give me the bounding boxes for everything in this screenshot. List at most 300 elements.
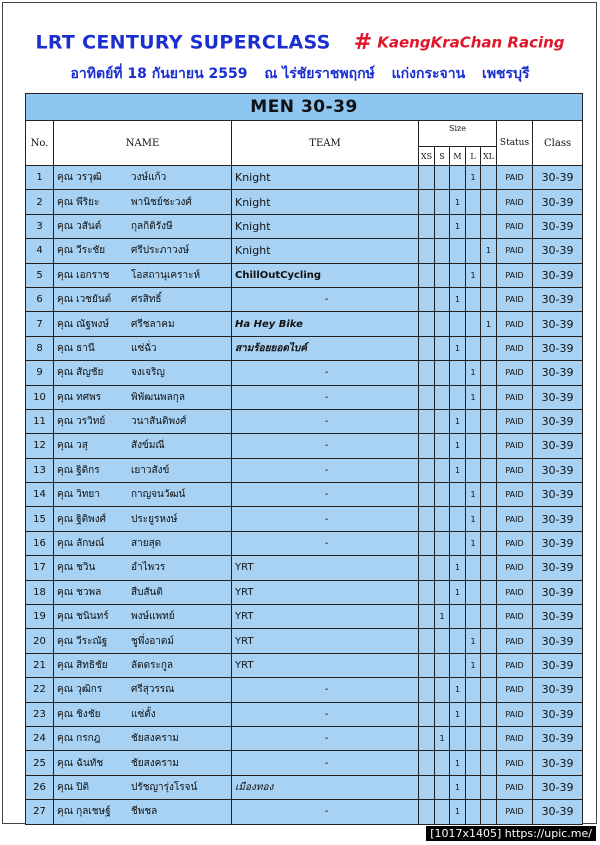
cell-status: PAID	[497, 166, 533, 190]
col-header-size-xl: XL	[481, 147, 497, 166]
cell-status: PAID	[497, 263, 533, 287]
table-row	[26, 483, 583, 507]
event-title: LRT CENTURY SUPERCLASS	[35, 31, 331, 54]
cell-class: 30-39	[533, 702, 583, 726]
last-name: พงษ์แพทย์	[131, 611, 175, 623]
cell-class: 30-39	[533, 287, 583, 311]
cell-no: 3	[26, 214, 54, 238]
cell-status: PAID	[497, 385, 533, 409]
cell-size-m: 1	[450, 556, 466, 580]
cell-size-m: 1	[450, 434, 466, 458]
table-row	[26, 580, 583, 604]
cell-class: 30-39	[533, 239, 583, 263]
cell-size-l	[466, 336, 481, 360]
cell-class: 30-39	[533, 483, 583, 507]
table-row	[26, 726, 583, 750]
first-name: คุณ พีริยะ	[57, 196, 100, 208]
cell-size-l	[466, 312, 481, 336]
cell-no: 1	[26, 166, 54, 190]
cell-size-xs	[419, 653, 435, 677]
cell-name	[54, 263, 232, 287]
first-name: คุณ กุลเชษฐ์	[57, 806, 111, 818]
cell-size-l: 1	[466, 629, 481, 653]
cell-status: PAID	[497, 580, 533, 604]
table-row	[26, 605, 583, 629]
cell-class: 30-39	[533, 556, 583, 580]
first-name: คุณ วรวิทย์	[57, 416, 106, 428]
cell-size-m	[450, 361, 466, 385]
table-row	[26, 775, 583, 799]
cell-size-xl	[481, 336, 497, 360]
first-name: คุณ สิทธิชัย	[57, 660, 108, 671]
cell-name	[54, 434, 232, 458]
col-header-size: Size	[419, 121, 497, 147]
cell-size-l	[466, 434, 481, 458]
cell-name	[54, 531, 232, 555]
cell-team: Knight	[232, 190, 419, 214]
cell-no: 9	[26, 361, 54, 385]
cell-size-xl	[481, 190, 497, 214]
cell-name	[54, 580, 232, 604]
cell-size-xs	[419, 751, 435, 775]
cell-no: 16	[26, 531, 54, 555]
cell-size-l	[466, 678, 481, 702]
cell-size-s	[435, 190, 450, 214]
cell-size-xl	[481, 287, 497, 311]
cell-size-s	[435, 678, 450, 702]
cell-team: Knight	[232, 166, 419, 190]
cell-status: PAID	[497, 312, 533, 336]
cell-size-xl	[481, 580, 497, 604]
cell-size-m: 1	[450, 678, 466, 702]
cell-class: 30-39	[533, 775, 583, 799]
cell-size-s	[435, 214, 450, 238]
cell-name	[54, 702, 232, 726]
first-name: คุณ ณัฐพงษ์	[57, 318, 110, 330]
last-name: ประยูรหงษ์	[131, 513, 178, 525]
cell-name	[54, 605, 232, 629]
cell-size-l: 1	[466, 361, 481, 385]
cell-team: เมืองทอง	[232, 775, 419, 799]
cell-name	[54, 336, 232, 360]
cell-size-xs	[419, 361, 435, 385]
cell-size-m	[450, 239, 466, 263]
cell-size-l: 1	[466, 263, 481, 287]
table-row	[26, 190, 583, 214]
cell-status: PAID	[497, 531, 533, 555]
cell-team: YRT	[232, 653, 419, 677]
first-name: คุณ วิทยา	[57, 489, 100, 501]
first-name: คุณ วุฒิกร	[57, 684, 103, 696]
cell-size-xl	[481, 702, 497, 726]
first-name: คุณ วสันต์	[57, 220, 102, 232]
table-row	[26, 166, 583, 190]
first-name: คุณ ทศพร	[57, 391, 102, 403]
cell-size-xl	[481, 531, 497, 555]
col-header-team: TEAM	[232, 121, 419, 166]
table-row	[26, 312, 583, 336]
cell-no: 18	[26, 580, 54, 604]
cell-size-s	[435, 287, 450, 311]
cell-size-s	[435, 263, 450, 287]
cell-status: PAID	[497, 190, 533, 214]
cell-size-m	[450, 312, 466, 336]
cell-size-s	[435, 653, 450, 677]
table-row	[26, 800, 583, 824]
cell-name	[54, 556, 232, 580]
cell-size-l	[466, 726, 481, 750]
cell-status: PAID	[497, 434, 533, 458]
cell-size-xl	[481, 800, 497, 824]
cell-size-xs	[419, 775, 435, 799]
cell-size-xl	[481, 434, 497, 458]
cell-team: -	[232, 287, 419, 311]
last-name: ปรัชญารุ่งโรจน์	[131, 781, 198, 793]
first-name: คุณ ฐิติพงศ์	[57, 513, 106, 525]
cell-size-l: 1	[466, 166, 481, 190]
cell-no: 23	[26, 702, 54, 726]
cell-size-xl	[481, 263, 497, 287]
cell-size-xl	[481, 775, 497, 799]
cell-size-xs	[419, 385, 435, 409]
cell-size-s	[435, 507, 450, 531]
last-name: พานิชย์ชะวงศ์	[131, 196, 192, 208]
cell-size-l	[466, 287, 481, 311]
first-name: คุณ ชนินทร์	[57, 611, 109, 623]
cell-no: 26	[26, 775, 54, 799]
cell-team: -	[232, 531, 419, 555]
cell-no: 12	[26, 434, 54, 458]
cell-size-l	[466, 214, 481, 238]
cell-size-l	[466, 458, 481, 482]
cell-no: 8	[26, 336, 54, 360]
cell-status: PAID	[497, 751, 533, 775]
cell-class: 30-39	[533, 507, 583, 531]
cell-size-s	[435, 775, 450, 799]
cell-size-xs	[419, 531, 435, 555]
cell-size-s	[435, 751, 450, 775]
cell-size-xs	[419, 556, 435, 580]
cell-size-s	[435, 531, 450, 555]
cell-size-xl	[481, 409, 497, 433]
cell-class: 30-39	[533, 166, 583, 190]
cell-team: YRT	[232, 605, 419, 629]
cell-size-xl	[481, 556, 497, 580]
last-name: วนาสันติพงศ์	[131, 416, 187, 428]
cell-size-xs	[419, 434, 435, 458]
last-name: ศรีสุวรรณ	[131, 684, 175, 696]
cell-size-xl	[481, 214, 497, 238]
cell-size-l	[466, 775, 481, 799]
cell-size-l	[466, 556, 481, 580]
cell-class: 30-39	[533, 653, 583, 677]
table-row	[26, 263, 583, 287]
last-name: พิพัฒนพลกุล	[131, 391, 185, 403]
cell-size-m	[450, 629, 466, 653]
cell-size-xs	[419, 287, 435, 311]
cell-size-xs	[419, 678, 435, 702]
cell-size-s	[435, 800, 450, 824]
table-body	[26, 166, 583, 825]
cell-size-s: 1	[435, 726, 450, 750]
cell-size-m: 1	[450, 458, 466, 482]
cell-size-xs	[419, 239, 435, 263]
first-name: คุณ สัญชัย	[57, 367, 104, 379]
cell-size-l	[466, 605, 481, 629]
cell-class: 30-39	[533, 531, 583, 555]
last-name: โอสถานุเคราะห์	[131, 269, 201, 281]
cell-name	[54, 458, 232, 482]
cell-size-s	[435, 409, 450, 433]
cell-size-m: 1	[450, 580, 466, 604]
table-row	[26, 458, 583, 482]
cell-name	[54, 239, 232, 263]
cell-size-s	[435, 312, 450, 336]
registration-table	[25, 93, 583, 825]
table-row	[26, 678, 583, 702]
cell-class: 30-39	[533, 751, 583, 775]
first-name: คุณ วรวุฒิ	[57, 172, 102, 184]
cell-no: 6	[26, 287, 54, 311]
cell-size-xl: 1	[481, 312, 497, 336]
first-name: คุณ เอกราช	[57, 269, 110, 281]
cell-team: Knight	[232, 214, 419, 238]
cell-size-l	[466, 239, 481, 263]
last-name: ชูพึ่งอาตม์	[131, 635, 174, 647]
cell-size-l: 1	[466, 385, 481, 409]
cell-class: 30-39	[533, 726, 583, 750]
cell-size-xl	[481, 605, 497, 629]
last-name: ชัยสงคราม	[131, 757, 179, 769]
col-header-size-l: L	[466, 147, 481, 166]
cell-status: PAID	[497, 483, 533, 507]
last-name: จงเจริญ	[131, 367, 165, 379]
cell-name	[54, 629, 232, 653]
first-name: คุณ ฉันทัช	[57, 757, 104, 769]
event-date: อาทิตย์ที่ 18 กันยายน 2559	[70, 66, 248, 82]
cell-size-s	[435, 385, 450, 409]
first-name: คุณ วสุ	[57, 440, 88, 452]
cell-team: -	[232, 385, 419, 409]
first-name: คุณ ชวพล	[57, 586, 102, 598]
table-row	[26, 751, 583, 775]
first-name: คุณ เวชยันต์	[57, 294, 112, 306]
table-row	[26, 336, 583, 360]
cell-no: 2	[26, 190, 54, 214]
col-header-no: No.	[26, 121, 54, 166]
cell-size-m: 1	[450, 409, 466, 433]
cell-team: -	[232, 702, 419, 726]
cell-team: Ha Hey Bike	[232, 312, 419, 336]
cell-class: 30-39	[533, 800, 583, 824]
hashtag-symbol: #	[353, 30, 373, 55]
cell-team: YRT	[232, 580, 419, 604]
table-row	[26, 287, 583, 311]
cell-team: YRT	[232, 629, 419, 653]
cell-name	[54, 190, 232, 214]
cell-no: 7	[26, 312, 54, 336]
cell-no: 10	[26, 385, 54, 409]
cell-size-xs	[419, 605, 435, 629]
cell-name	[54, 287, 232, 311]
cell-size-m	[450, 483, 466, 507]
cell-size-m: 1	[450, 751, 466, 775]
cell-size-m: 1	[450, 336, 466, 360]
table-row	[26, 214, 583, 238]
table-row	[26, 629, 583, 653]
col-header-class: Class	[533, 121, 583, 166]
cell-no: 17	[26, 556, 54, 580]
first-name: คุณ วีระณัฐ	[57, 635, 108, 647]
cell-size-m: 1	[450, 775, 466, 799]
cell-size-xs	[419, 409, 435, 433]
cell-size-l	[466, 580, 481, 604]
last-name: เยาวสังข์	[131, 464, 170, 476]
last-name: อำไพวร	[131, 562, 166, 574]
cell-no: 25	[26, 751, 54, 775]
cell-class: 30-39	[533, 434, 583, 458]
cell-no: 11	[26, 409, 54, 433]
cell-name	[54, 775, 232, 799]
cell-status: PAID	[497, 556, 533, 580]
cell-size-xl	[481, 507, 497, 531]
cell-size-m: 1	[450, 287, 466, 311]
col-header-size-xs: XS	[419, 147, 435, 166]
cell-size-xl	[481, 678, 497, 702]
cell-size-xs	[419, 726, 435, 750]
cell-no: 20	[26, 629, 54, 653]
category-header: MEN 30-39	[26, 94, 583, 121]
cell-no: 4	[26, 239, 54, 263]
cell-size-xl	[481, 726, 497, 750]
last-name: วงษ์แก้ว	[131, 172, 167, 184]
cell-name	[54, 312, 232, 336]
cell-size-s	[435, 434, 450, 458]
cell-size-xs	[419, 580, 435, 604]
cell-name	[54, 751, 232, 775]
first-name: คุณ กรกฎ	[57, 733, 101, 745]
cell-size-m	[450, 605, 466, 629]
cell-status: PAID	[497, 775, 533, 799]
cell-size-m	[450, 531, 466, 555]
last-name: ศรีชลาคม	[131, 318, 175, 330]
cell-class: 30-39	[533, 263, 583, 287]
cell-size-l	[466, 190, 481, 214]
col-header-size-m: M	[450, 147, 466, 166]
cell-size-xs	[419, 336, 435, 360]
cell-size-xl	[481, 751, 497, 775]
cell-class: 30-39	[533, 458, 583, 482]
cell-name	[54, 800, 232, 824]
cell-class: 30-39	[533, 580, 583, 604]
table-row	[26, 361, 583, 385]
cell-status: PAID	[497, 336, 533, 360]
last-name: กุลกิติรังษี	[131, 220, 173, 232]
cell-size-xl	[481, 483, 497, 507]
event-details	[0, 63, 600, 85]
cell-class: 30-39	[533, 605, 583, 629]
event-district: แก่งกระจาน	[391, 66, 466, 82]
cell-team: -	[232, 751, 419, 775]
cell-size-xs	[419, 702, 435, 726]
cell-name	[54, 166, 232, 190]
cell-size-s	[435, 556, 450, 580]
cell-size-s	[435, 166, 450, 190]
cell-size-s	[435, 580, 450, 604]
cell-class: 30-39	[533, 361, 583, 385]
cell-name	[54, 726, 232, 750]
cell-size-l	[466, 751, 481, 775]
cell-status: PAID	[497, 702, 533, 726]
cell-team: -	[232, 507, 419, 531]
cell-no: 13	[26, 458, 54, 482]
cell-size-m	[450, 507, 466, 531]
cell-size-s	[435, 239, 450, 263]
cell-status: PAID	[497, 507, 533, 531]
cell-class: 30-39	[533, 385, 583, 409]
table-row	[26, 702, 583, 726]
last-name: ศรสิทธิ์	[131, 294, 162, 306]
cell-size-l	[466, 409, 481, 433]
cell-name	[54, 409, 232, 433]
cell-team: สามร้อยยอดไบค์	[232, 336, 419, 360]
last-name: ชีพชล	[131, 806, 158, 818]
cell-size-s: 1	[435, 605, 450, 629]
cell-status: PAID	[497, 653, 533, 677]
cell-size-l	[466, 702, 481, 726]
cell-team: -	[232, 458, 419, 482]
cell-name	[54, 214, 232, 238]
cell-size-m	[450, 653, 466, 677]
cell-size-m	[450, 166, 466, 190]
cell-name	[54, 653, 232, 677]
cell-size-m	[450, 726, 466, 750]
cell-name	[54, 483, 232, 507]
cell-class: 30-39	[533, 312, 583, 336]
cell-team: -	[232, 678, 419, 702]
cell-team: ChillOutCycling	[232, 263, 419, 287]
event-province: เพชรบุรี	[482, 66, 530, 82]
cell-team: -	[232, 361, 419, 385]
table-row	[26, 507, 583, 531]
document-title	[0, 30, 600, 62]
cell-class: 30-39	[533, 409, 583, 433]
cell-no: 21	[26, 653, 54, 677]
cell-status: PAID	[497, 800, 533, 824]
cell-size-m: 1	[450, 190, 466, 214]
col-header-status: Status	[497, 121, 533, 166]
cell-status: PAID	[497, 287, 533, 311]
cell-name	[54, 507, 232, 531]
cell-class: 30-39	[533, 678, 583, 702]
cell-status: PAID	[497, 726, 533, 750]
table-row	[26, 556, 583, 580]
cell-size-xs	[419, 800, 435, 824]
cell-size-xs	[419, 458, 435, 482]
cell-size-xs	[419, 312, 435, 336]
cell-size-m: 1	[450, 702, 466, 726]
cell-class: 30-39	[533, 190, 583, 214]
team-hashtag: KaengKraChan Racing	[377, 33, 565, 52]
cell-size-s	[435, 336, 450, 360]
cell-team: Knight	[232, 239, 419, 263]
cell-size-m: 1	[450, 214, 466, 238]
cell-size-xs	[419, 190, 435, 214]
cell-size-xs	[419, 483, 435, 507]
last-name: สังข์มณี	[131, 440, 165, 452]
cell-size-s	[435, 361, 450, 385]
table-row	[26, 409, 583, 433]
